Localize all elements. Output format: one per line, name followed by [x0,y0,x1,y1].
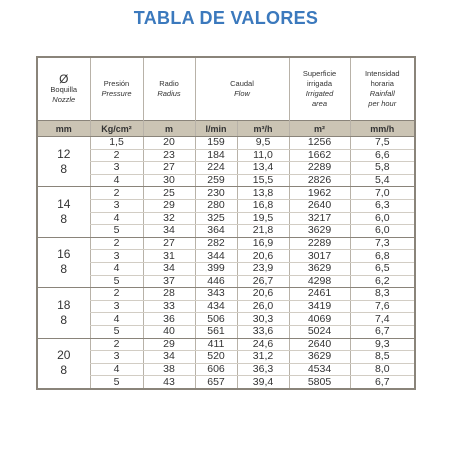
nozzle-sub: 8 [60,312,68,327]
table-cell: 3629 [289,351,350,364]
values-table [36,56,416,390]
nozzle-size: 18 [57,297,71,312]
table-cell: 13,4 [237,162,289,175]
unit-cell: m² [289,121,350,137]
table-cell: 4 [90,313,143,326]
nozzle-sub: 8 [60,363,68,378]
table-cell: 446 [195,275,237,288]
table-cell: 5,8 [350,162,414,175]
table-cell: 7,4 [350,313,414,326]
table-cell: 5805 [289,376,350,388]
table-cell: 399 [195,262,237,275]
table-cell: 31,2 [237,351,289,364]
nozzle-cell [38,137,90,187]
table-cell: 29 [143,199,195,212]
unit-cell: mm/h [350,121,414,137]
table-row [38,174,414,187]
table-cell: 21,8 [237,225,289,238]
table-cell: 2640 [289,338,350,351]
table-row [38,313,414,326]
nozzle-group [38,237,414,287]
table-cell: 34 [143,351,195,364]
table-cell: 36,3 [237,363,289,376]
table-cell: 6,5 [350,262,414,275]
header-rainfall [350,58,414,121]
table-cell: 2 [90,149,143,162]
table-row [38,187,414,200]
table-cell: 2 [90,338,143,351]
table-cell: 364 [195,225,237,238]
table-cell: 33,6 [237,325,289,338]
table-cell: 343 [195,288,237,301]
table-cell: 411 [195,338,237,351]
table-cell: 325 [195,212,237,225]
table-cell: 9,3 [350,338,414,351]
table-cell: 344 [195,250,237,263]
table-cell: 20 [143,137,195,150]
diameter-icon: Ø [59,72,69,86]
table-cell: 23,9 [237,262,289,275]
header-pressure-es: Presión [103,79,130,88]
table-cell: 2461 [289,288,350,301]
table-cell: 16,8 [237,199,289,212]
header-area-es2: irrigada [306,79,332,88]
nozzle-cell [38,338,90,388]
header-radius-es: Radio [159,79,179,88]
table-cell: 15,5 [237,174,289,187]
table-cell: 4298 [289,275,350,288]
nozzle-size: 12 [57,146,71,161]
table-row [38,351,414,364]
table-row [38,288,414,301]
table-cell: 1,5 [90,137,143,150]
header-rainfall-en1: Rainfall [369,89,395,98]
table-cell: 27 [143,237,195,250]
nozzle-sub: 8 [60,161,68,176]
nozzle-group [38,187,414,237]
unit-cell: m [143,121,195,137]
header-nozzle-en: Nozzle [52,95,76,104]
table-cell: 224 [195,162,237,175]
table-cell: 6,0 [350,212,414,225]
table-cell: 4 [90,174,143,187]
header-nozzle [38,58,90,121]
table-cell: 3629 [289,225,350,238]
nozzle-size: 14 [57,197,71,212]
table-row [38,149,414,162]
table-cell: 33 [143,300,195,313]
table-row [38,137,414,150]
table-cell: 4 [90,212,143,225]
table-row [38,275,414,288]
header-pressure-en: Pressure [101,89,132,98]
table-cell: 32 [143,212,195,225]
table-cell: 39,4 [237,376,289,388]
header-rainfall-es1: Intensidad [364,69,400,78]
table-cell: 6,7 [350,325,414,338]
table-cell: 3017 [289,250,350,263]
table-cell: 3 [90,250,143,263]
table-cell: 259 [195,174,237,187]
table-cell: 31 [143,250,195,263]
header-pressure [90,58,143,121]
table-cell: 159 [195,137,237,150]
header-area [289,58,350,121]
table-cell: 5024 [289,325,350,338]
table-row [38,162,414,175]
nozzle-group [38,288,414,338]
nozzle-group [38,338,414,388]
table-cell: 5 [90,325,143,338]
table-row [38,325,414,338]
header-nozzle-es: Boquilla [50,85,78,94]
table-cell: 11,0 [237,149,289,162]
table-cell: 1962 [289,187,350,200]
table-cell: 38 [143,363,195,376]
table-cell: 24,6 [237,338,289,351]
header-rainfall-en2: per hour [368,99,397,108]
table-cell: 23 [143,149,195,162]
table-cell: 26,0 [237,300,289,313]
header-row [38,58,414,121]
table-row [38,376,414,388]
unit-cell: Kg/cm² [90,121,143,137]
unit-cell: m³/h [237,121,289,137]
table-cell: 6,3 [350,199,414,212]
table-cell: 6,7 [350,376,414,388]
table-cell: 34 [143,225,195,238]
table-cell: 2289 [289,162,350,175]
table-cell: 4069 [289,313,350,326]
table-row [38,300,414,313]
table-cell: 4534 [289,363,350,376]
nozzle-group [38,137,414,187]
table-cell: 2 [90,288,143,301]
nozzle-size: 16 [57,247,71,262]
table-cell: 5 [90,275,143,288]
table-cell: 1256 [289,137,350,150]
table-cell: 6,8 [350,250,414,263]
table-cell: 30,3 [237,313,289,326]
header-radius-en: Radius [157,89,181,98]
table-cell: 520 [195,351,237,364]
header-radius [143,58,195,121]
table-cell: 230 [195,187,237,200]
table-cell: 16,9 [237,237,289,250]
table-cell: 6,6 [350,149,414,162]
header-rainfall-es2: horaria [370,79,394,88]
nozzle-cell [38,237,90,287]
table-cell: 5 [90,225,143,238]
table-cell: 25 [143,187,195,200]
header-area-en2: area [311,99,327,108]
table-cell: 3 [90,162,143,175]
table-cell: 9,5 [237,137,289,150]
table-cell: 2 [90,237,143,250]
table-cell: 8,0 [350,363,414,376]
page-title: TABLA DE VALORES [133,8,319,28]
table-cell: 506 [195,313,237,326]
nozzle-cell [38,288,90,338]
table-cell: 28 [143,288,195,301]
table-cell: 4 [90,363,143,376]
table-cell: 5,4 [350,174,414,187]
table-cell: 606 [195,363,237,376]
table-cell: 1662 [289,149,350,162]
table-cell: 37 [143,275,195,288]
table-cell: 36 [143,313,195,326]
table-cell: 434 [195,300,237,313]
header-flow-en: Flow [234,89,250,98]
table-cell: 13,8 [237,187,289,200]
header-flow [195,58,289,121]
table-cell: 40 [143,325,195,338]
table-cell: 3 [90,199,143,212]
table-cell: 27 [143,162,195,175]
table-row [38,225,414,238]
table-cell: 2640 [289,199,350,212]
table-row [38,212,414,225]
table-cell: 5 [90,376,143,388]
table-row [38,199,414,212]
table-cell: 3217 [289,212,350,225]
table-row [38,250,414,263]
table-cell: 8,3 [350,288,414,301]
table-row [38,338,414,351]
units-row [38,121,414,137]
table-cell: 26,7 [237,275,289,288]
header-area-en1: Irrigated [305,89,334,98]
table-cell: 3629 [289,262,350,275]
table-cell: 282 [195,237,237,250]
header-area-es1: Superficie [302,69,337,78]
table-row [38,363,414,376]
nozzle-sub: 8 [60,262,68,277]
table-cell: 30 [143,174,195,187]
nozzle-size: 20 [57,348,71,363]
table-cell: 29 [143,338,195,351]
values-table-grid [38,58,414,388]
table-row [38,237,414,250]
table-cell: 280 [195,199,237,212]
table-cell: 8,5 [350,351,414,364]
table-cell: 561 [195,325,237,338]
table-cell: 20,6 [237,250,289,263]
unit-cell: mm [38,121,90,137]
table-cell: 184 [195,149,237,162]
table-cell: 3 [90,351,143,364]
table-cell: 2826 [289,174,350,187]
table-cell: 7,5 [350,137,414,150]
table-cell: 43 [143,376,195,388]
table-cell: 6,2 [350,275,414,288]
table-cell: 3 [90,300,143,313]
table-cell: 657 [195,376,237,388]
unit-cell: l/min [195,121,237,137]
table-cell: 19,5 [237,212,289,225]
table-cell: 2289 [289,237,350,250]
table-row [38,262,414,275]
table-cell: 7,6 [350,300,414,313]
table-cell: 20,6 [237,288,289,301]
nozzle-sub: 8 [60,212,68,227]
table-cell: 34 [143,262,195,275]
header-flow-es: Caudal [230,79,254,88]
nozzle-cell [38,187,90,237]
table-cell: 7,3 [350,237,414,250]
table-cell: 6,0 [350,225,414,238]
table-cell: 7,0 [350,187,414,200]
table-cell: 4 [90,262,143,275]
table-cell: 3419 [289,300,350,313]
table-cell: 2 [90,187,143,200]
